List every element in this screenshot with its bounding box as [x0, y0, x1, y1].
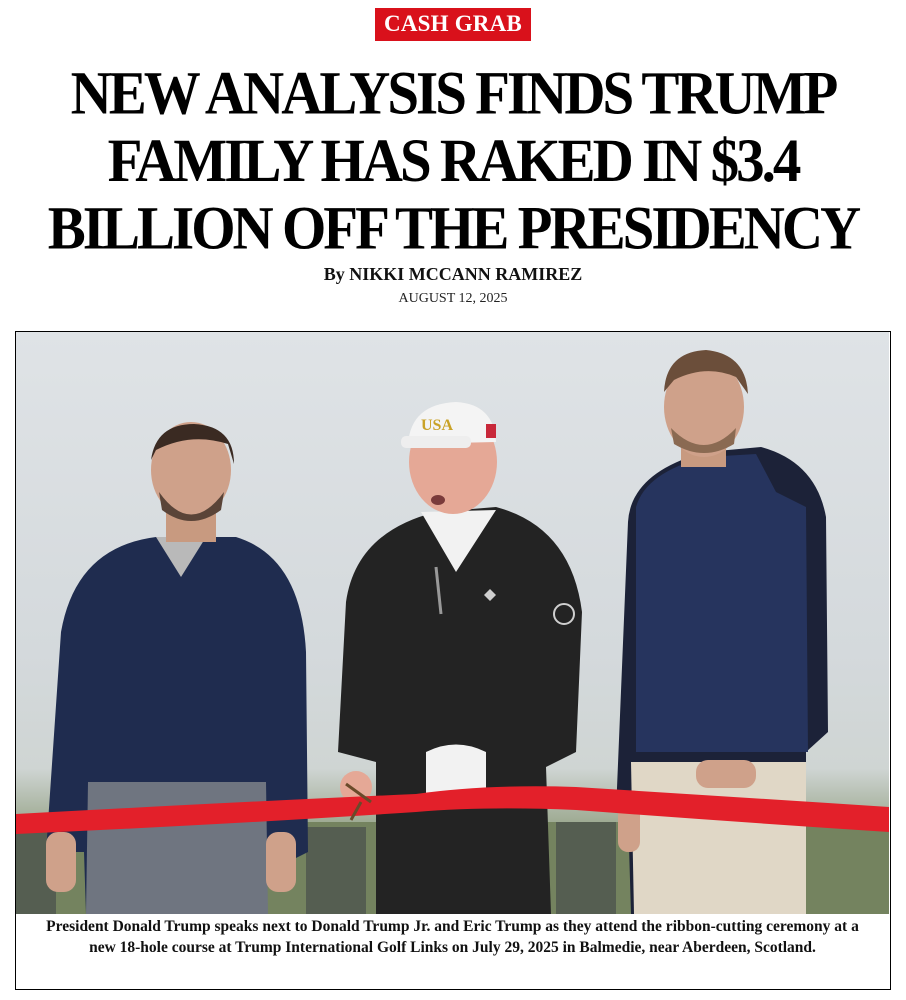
article-byline[interactable]: By NIKKI MCCANN RAMIREZ — [323, 264, 583, 284]
section-kicker[interactable]: CASH GRAB — [375, 8, 531, 41]
person-left — [46, 422, 308, 914]
photo-caption: President Donald Trump speaks next to Donald Trump Jr. and Eric Trump as they attend the ribbon-cutting ceremony at a new 18-hole course at Trump International Golf Links on July 29, 2025 in Balmedie, near Aberdeen, Scotland. — [46, 918, 859, 956]
article-photo — [16, 332, 889, 914]
kicker-wrap — [0, 8, 906, 41]
cap-text: USA — [421, 417, 454, 434]
article-headline: NEW ANALYSIS FINDS TRUMP FAMILY HAS RAKED IN $3.4 BILLION OFF THE PRESIDENCY — [47, 60, 859, 263]
person-right — [616, 350, 828, 914]
article-date: AUGUST 12, 2025 — [398, 291, 508, 306]
article-figure — [15, 331, 891, 990]
photo-illustration — [16, 332, 889, 914]
